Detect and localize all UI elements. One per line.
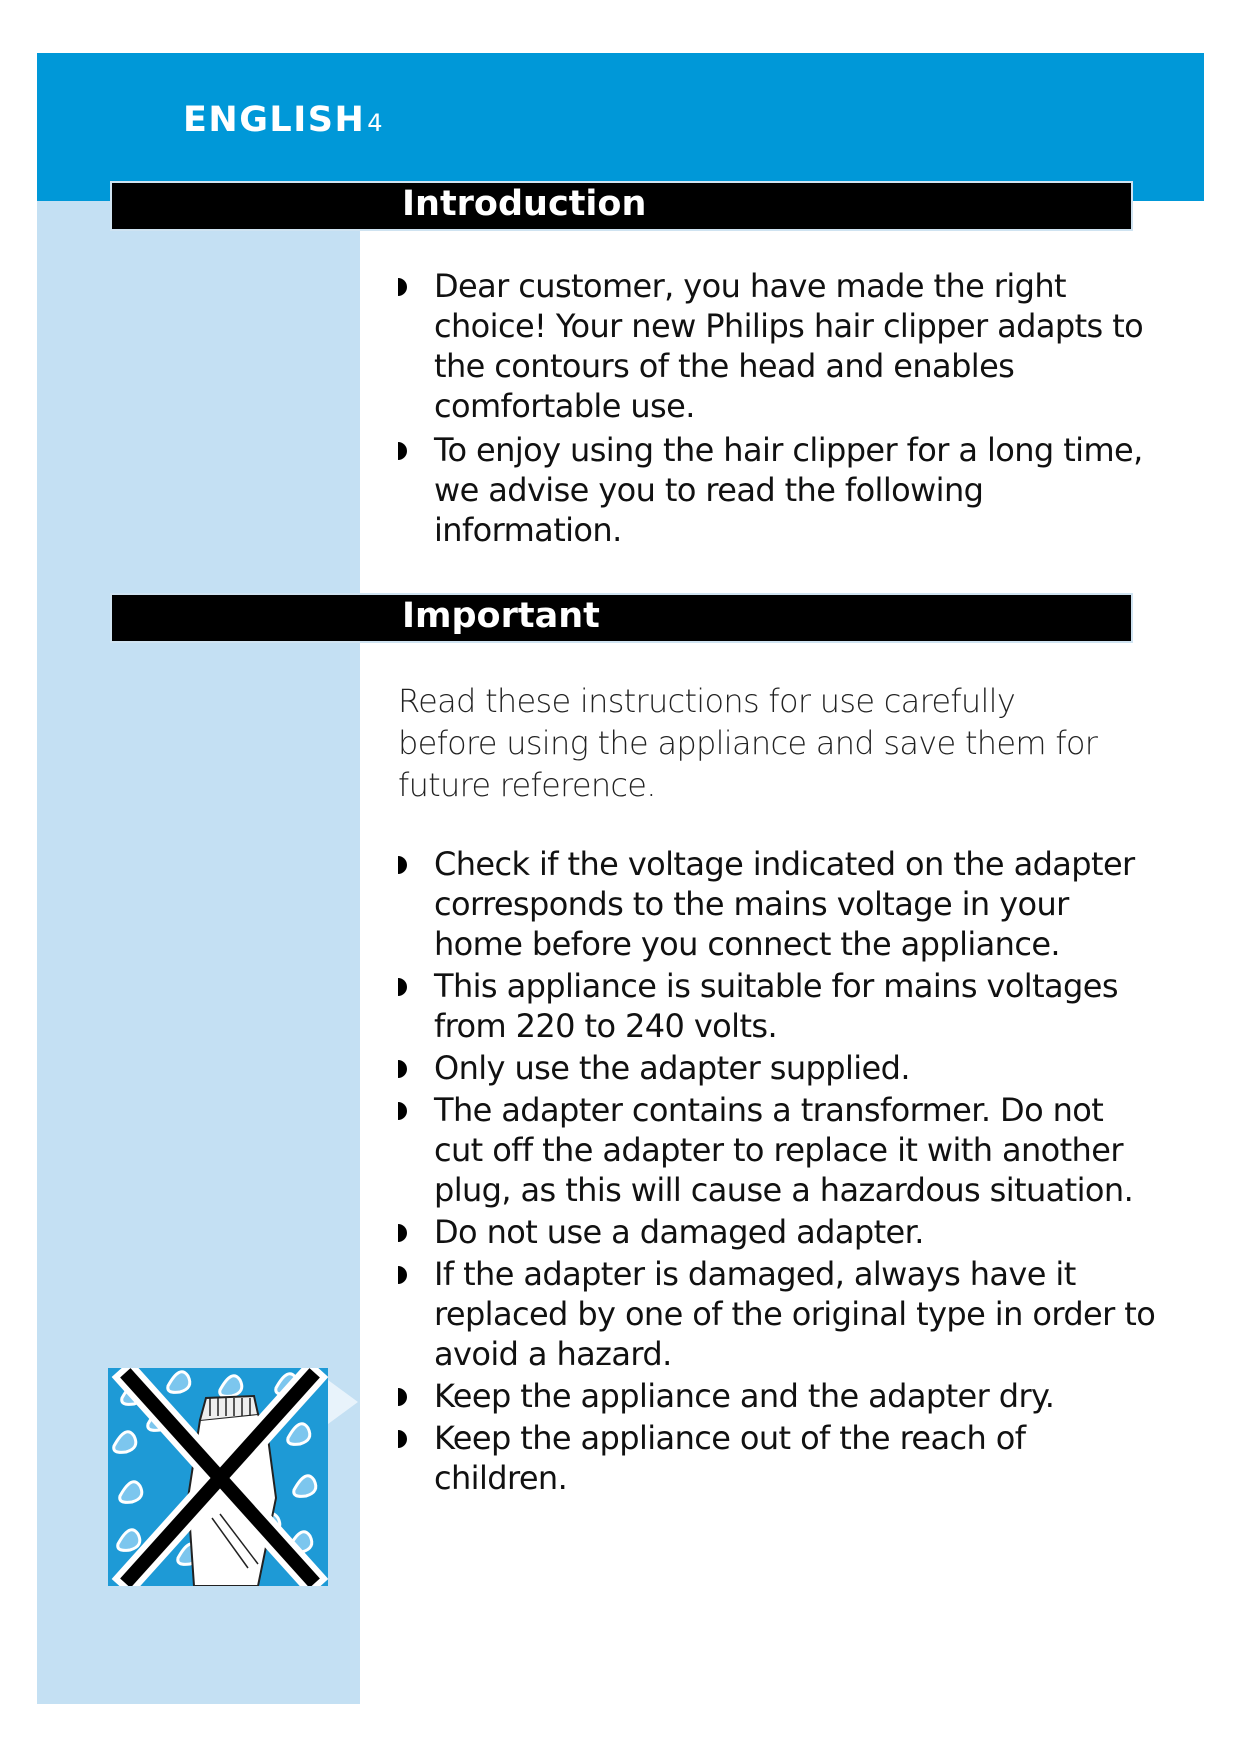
list-item: [398, 1418, 1158, 1498]
language-text: ENGLISH: [183, 100, 366, 140]
bullet-icon: [398, 1102, 407, 1120]
list-item-text: Keep the appliance out of the reach of children.: [434, 1419, 1026, 1497]
list-item: [398, 1254, 1158, 1374]
list-item-text: Only use the adapter supplied.: [434, 1049, 910, 1087]
important-list: [398, 844, 1158, 1498]
bullet-icon: [398, 856, 407, 874]
list-item: [398, 844, 1158, 964]
page-number: 4: [367, 109, 383, 137]
bullet-icon: [398, 1266, 407, 1284]
bullet-icon: [398, 1060, 407, 1078]
introduction-heading: Introduction: [402, 184, 647, 224]
list-item: [398, 1212, 1158, 1252]
list-item-text: If the adapter is damaged, always have it replaced by one of the original type in order to avoid a hazard.: [434, 1255, 1156, 1373]
list-item-text: Dear customer, you have made the right choice! Your new Philips hair clipper adapts to the contours of the head and enables comfortable use.: [434, 267, 1144, 425]
bullet-icon: [398, 978, 407, 996]
list-item: [398, 1048, 1158, 1088]
list-item-text: This appliance is suitable for mains voltages from 220 to 240 volts.: [434, 967, 1118, 1045]
do-not-wet-appliance-icon: [108, 1368, 328, 1586]
list-item-text: To enjoy using the hair clipper for a long time, we advise you to read the following information.: [434, 431, 1143, 549]
important-heading-bar: [110, 593, 1133, 643]
bullet-icon: [398, 278, 407, 296]
list-item: [398, 430, 1158, 550]
list-item: [398, 966, 1158, 1046]
list-item-text: The adapter contains a transformer. Do not cut off the adapter to replace it with another plug, as this will cause a hazardous situation.: [434, 1091, 1134, 1209]
bullet-icon: [398, 1430, 407, 1448]
important-intro-text: Read these instructions for use carefully before using the appliance and save them for future reference.: [398, 682, 1098, 804]
introduction-list: [398, 266, 1158, 550]
bullet-icon: [398, 1388, 407, 1406]
page-language-label: [183, 100, 383, 140]
list-item-text: Do not use a damaged adapter.: [434, 1213, 924, 1251]
list-item: [398, 266, 1158, 426]
callout-pointer: [328, 1380, 358, 1424]
bullet-icon: [398, 442, 407, 460]
list-item: [398, 1090, 1158, 1210]
list-item-text: Check if the voltage indicated on the adapter corresponds to the mains voltage in your home before you connect the appliance.: [434, 845, 1135, 963]
introduction-heading-bar: [110, 181, 1133, 231]
bullet-icon: [398, 1224, 407, 1242]
list-item-text: Keep the appliance and the adapter dry.: [434, 1377, 1055, 1415]
list-item: [398, 1376, 1158, 1416]
important-heading: Important: [402, 596, 600, 636]
